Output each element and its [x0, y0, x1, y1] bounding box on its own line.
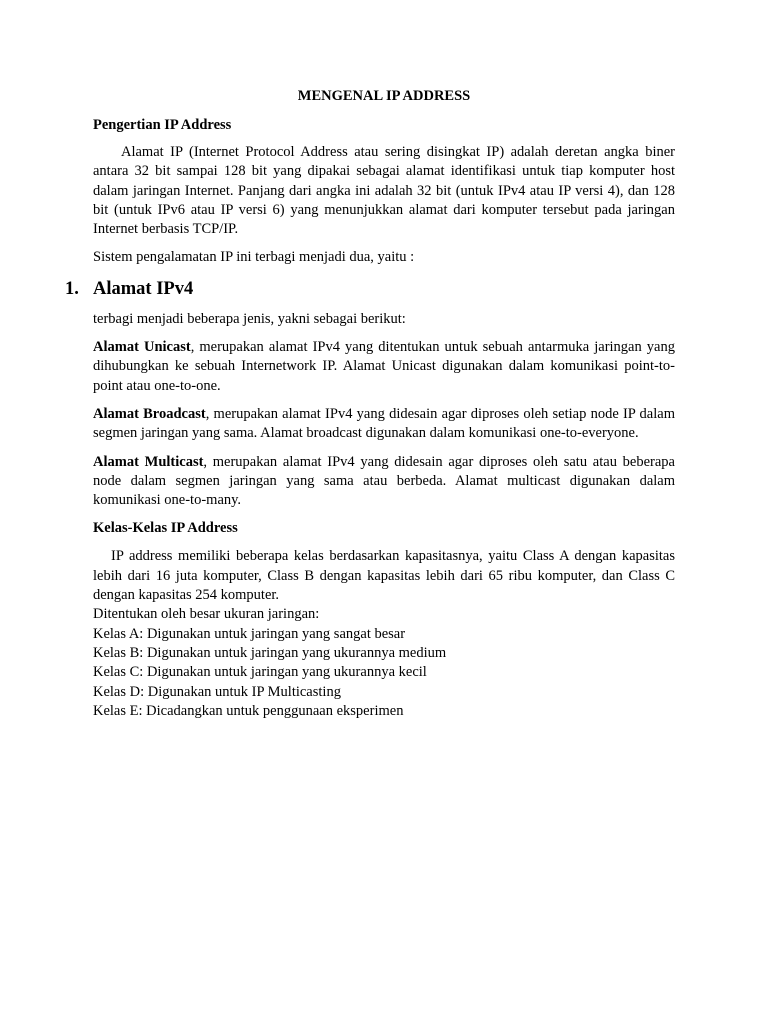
class-list-line: Kelas C: Digunakan untuk jaringan yang ukurannya kecil	[93, 664, 427, 681]
class-list-line: Kelas A: Digunakan untuk jaringan yang sangat besar	[93, 625, 406, 642]
paragraph-unicast	[93, 338, 675, 396]
term-broadcast: Alamat Broadcast	[93, 405, 206, 422]
paragraph-broadcast	[93, 405, 675, 444]
class-list-line: Kelas B: Digunakan untuk jaringan yang ukurannya medium	[93, 644, 447, 661]
text-broadcast: , merupakan alamat IPv4 yang didesain agar diproses oleh setiap node IP dalam segmen jaringan yang sama. Alamat broadcast digunakan dalam komunikasi one-to-everyone.	[93, 405, 675, 442]
class-list-line: Kelas E: Dicadangkan untuk penggunaan eksperimen	[93, 702, 404, 719]
class-list	[93, 605, 675, 721]
text-multicast: , merupakan alamat IPv4 yang didesain agar diproses oleh satu atau beberapa node dalam segmen jaringan yang sama atau berbeda. Alamat multicast digunakan dalam komunikasi one-to-many.	[93, 453, 675, 509]
class-list-line: Ditentukan oleh besar ukuran jaringan:	[93, 606, 320, 623]
paragraph-definition: Alamat IP (Internet Protocol Address atau sering disingkat IP) adalah deretan angka biner antara 32 bit sampai 128 bit yang dipakai sebagai alamat identifikasi untuk tiap komputer host dalam jaringan Internet. Panjang dari angka ini adalah 32 bit (untuk IPv4 atau IP versi 4), dan 128 bit (untuk IPv6 atau IP versi 6) yang menunjukkan alamat dari komputer tersebut pada jaringan Internet berbasis TCP/IP.	[93, 144, 675, 238]
class-list-line: Kelas D: Digunakan untuk IP Multicasting	[93, 683, 341, 700]
term-multicast: Alamat Multicast	[93, 453, 204, 470]
heading-text: Alamat IPv4	[93, 278, 194, 299]
text-unicast: , merupakan alamat IPv4 yang ditentukan untuk sebuah antarmuka jaringan yang dihubungkan ke sebuah Internetwork IP. Alamat Unicast digunakan dalam komunikasi point-to-point atau one-to-one.	[93, 339, 675, 394]
section-heading-pengertian: Pengertian IP Address	[93, 117, 232, 133]
document-title: MENGENAL IP ADDRESS	[297, 88, 471, 104]
paragraph-classes: IP address memiliki beberapa kelas berdasarkan kapasitasnya, yaitu Class A dengan kapasitas lebih dari 16 juta komputer, Class B dengan kapasitas lebih dari 65 ribu komputer, dan Class C dengan kapasitas 254 komputer.	[93, 548, 675, 604]
paragraph-system-split: Sistem pengalamatan IP ini terbagi menjadi dua, yaitu :	[93, 249, 415, 266]
heading-alamat-ipv4	[65, 277, 675, 301]
section-heading-kelas: Kelas-Kelas IP Address	[93, 520, 238, 537]
heading-number: 1.	[65, 278, 79, 299]
paragraph-multicast	[93, 453, 675, 511]
paragraph-ipv4-intro: terbagi menjadi beberapa jenis, yakni sebagai berikut:	[93, 310, 406, 327]
term-unicast: Alamat Unicast	[93, 339, 191, 356]
